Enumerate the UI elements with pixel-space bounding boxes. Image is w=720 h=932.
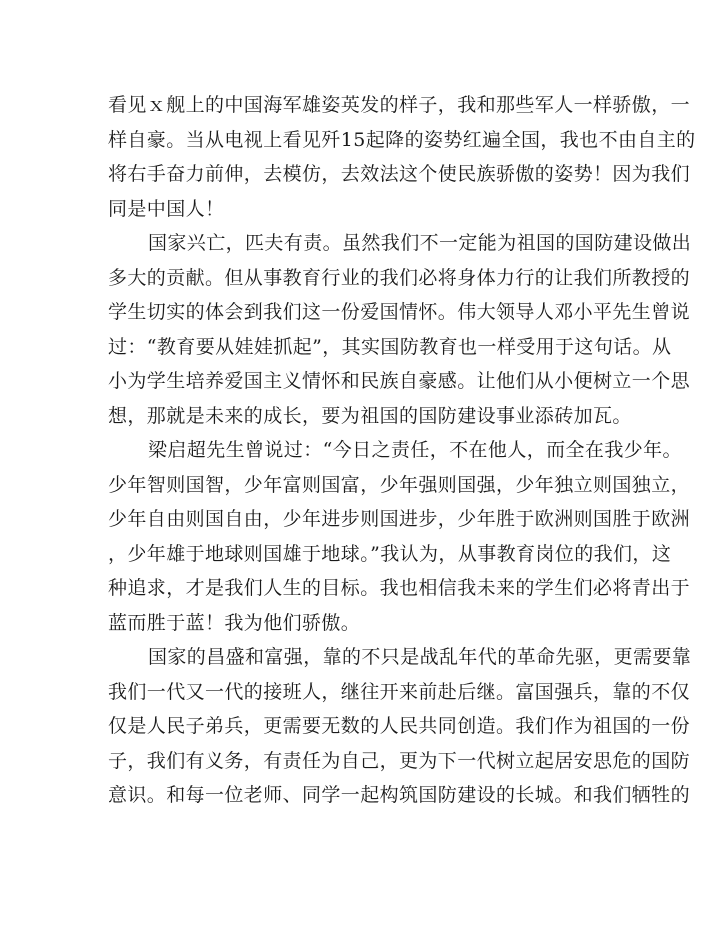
- text-line: 少年自由则国自由，少年进步则国进步，少年胜于欧洲则国胜于欧洲: [108, 508, 691, 530]
- text-line: 样自豪。当从电视上看见歼15起降的姿势红遍全国，我也不由自主的: [108, 128, 696, 151]
- text-line: 我们一代又一代的接班人，继往开来前赴后继。富国强兵，靠的不仅: [108, 680, 691, 703]
- text-line: 种追求，才是我们人生的目标。我也相信我未来的学生们必将青出于: [108, 577, 691, 599]
- text-line: 将右手奋力前伸，去模仿，去效法这个使民族骄傲的姿势！因为我们: [108, 163, 691, 185]
- text-line: 学生切实的体会到我们这一份爱国情怀。伟大领导人邓小平先生曾说: [108, 301, 691, 323]
- text-line: 看见ｘ舰上的中国海军雄姿英发的样子，我和那些军人一样骄傲，一: [108, 94, 691, 116]
- paragraph-first-line: 国家的昌盛和富强，靠的不只是战乱年代的革命先驱，更需要靠: [148, 646, 692, 668]
- text-line: 想，那就是未来的成长，要为祖国的国防建设事业添砖加瓦。: [108, 404, 632, 427]
- text-line: 子，我们有义务，有责任为自己，更为下一代树立起居安思危的国防: [108, 749, 691, 772]
- text-line: 蓝而胜于蓝！我为他们骄傲。: [108, 611, 361, 634]
- paragraph-first-line: 梁启超先生曾说过：“今日之责任，不在他人，而全在我少年。: [148, 439, 682, 461]
- text-line: 小为学生培养爱国主义情怀和民族自豪感。让他们从小便树立一个思: [108, 370, 691, 392]
- text-line: 意识。和每一位老师、同学一起构筑国防建设的长城。和我们牺牲的: [108, 784, 691, 806]
- paragraph-first-line: 国家兴亡，匹夫有责。虽然我们不一定能为祖国的国防建设做出: [148, 232, 692, 254]
- body-text: [108, 88, 696, 813]
- text-line: 少年智则国智，少年富则国富，少年强则国强，少年独立则国独立，: [108, 473, 691, 496]
- text-line: 仅是人民子弟兵，更需要无数的人民共同创造。我们作为祖国的一份: [108, 715, 691, 737]
- text-line: 过：“教育要从娃娃抓起”，其实国防教育也一样受用于这句话。从: [108, 335, 672, 358]
- text-line: 多大的贡献。但从事教育行业的我们必将身体力行的让我们所教授的: [108, 266, 691, 289]
- text-line: 同是中国人！: [108, 197, 225, 220]
- text-line: ，少年雄于地球则国雄于地球。”我认为，从事教育岗位的我们，这: [108, 542, 672, 565]
